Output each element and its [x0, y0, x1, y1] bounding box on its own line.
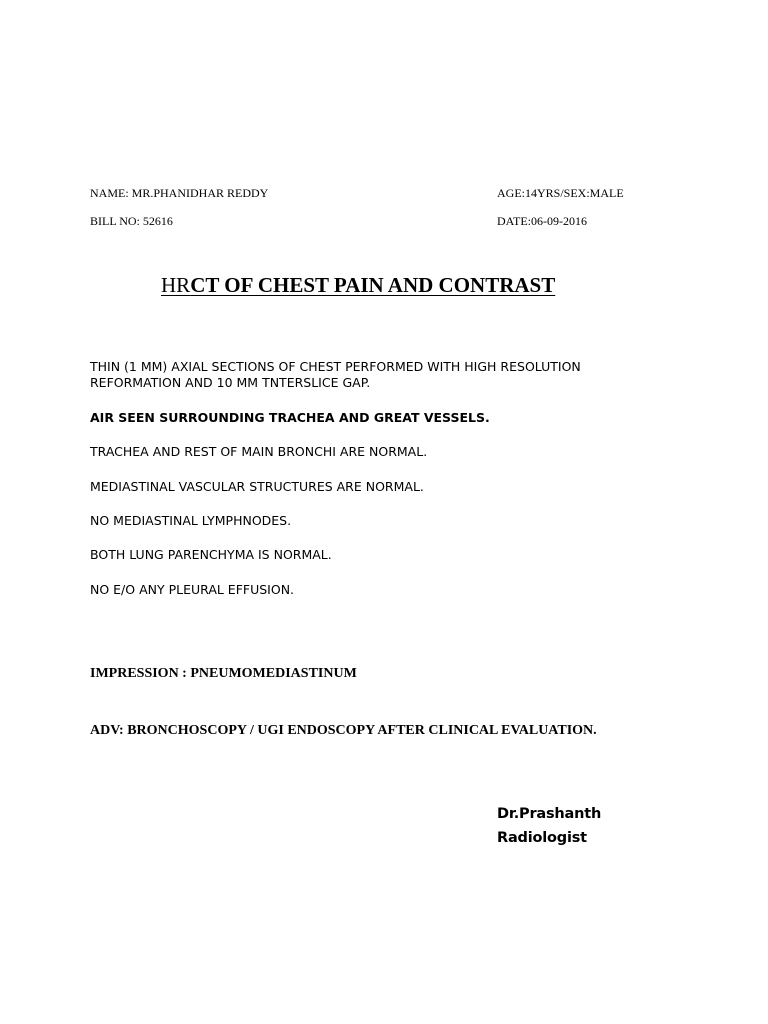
report-title: [161, 273, 555, 297]
finding-air: AIR SEEN SURROUNDING TRACHEA AND GREAT VESSELS.: [90, 410, 490, 425]
technique-line-2: REFORMATION AND 10 MM TNTERSLICE GAP.: [90, 375, 371, 390]
finding-trachea: TRACHEA AND REST OF MAIN BRONCHI ARE NORMAL.: [90, 444, 428, 459]
advice: ADV: BRONCHOSCOPY / UGI ENDOSCOPY AFTER CLINICAL EVALUATION.: [90, 723, 597, 738]
finding-mediastinal-vascular: MEDIASTINAL VASCULAR STRUCTURES ARE NORMAL.: [90, 479, 424, 494]
doctor-name: Dr.Prashanth: [497, 806, 602, 822]
report-title-main: CT OF CHEST PAIN AND CONTRAST: [190, 273, 556, 297]
finding-lung: BOTH LUNG PARENCHYMA IS NORMAL.: [90, 547, 332, 562]
doctor-designation: Radiologist: [497, 830, 587, 846]
technique-line-1: THIN (1 MM) AXIAL SECTIONS OF CHEST PERFORMED WITH HIGH RESOLUTION: [90, 359, 581, 374]
report-date: DATE:06-09-2016: [497, 214, 587, 228]
patient-age-sex: AGE:14YRS/SEX:MALE: [497, 186, 624, 200]
report-title-prefix: HR: [161, 273, 191, 297]
patient-name: NAME: MR.PHANIDHAR REDDY: [90, 186, 269, 200]
impression: IMPRESSION : PNEUMOMEDIASTINUM: [90, 666, 357, 681]
bill-number: BILL NO: 52616: [90, 214, 173, 228]
finding-pleural: NO E/O ANY PLEURAL EFFUSION.: [90, 582, 295, 597]
finding-lymphnodes: NO MEDIASTINAL LYMPHNODES.: [90, 513, 292, 528]
